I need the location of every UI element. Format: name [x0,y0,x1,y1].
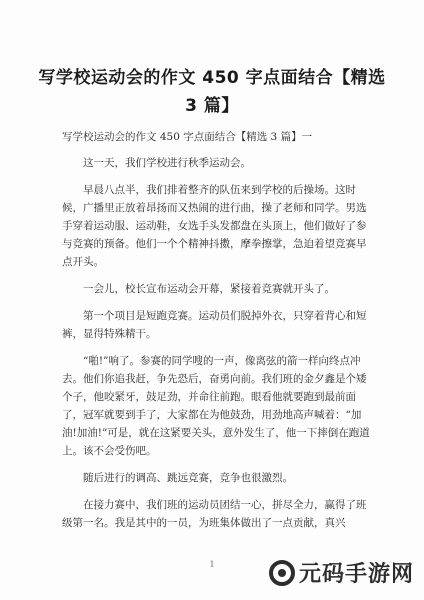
document-subtitle: 写学校运动会的作文 450 字点面结合【精选 3 篇】一 [62,131,313,143]
paragraph: 在接力赛中，我们班的运动员团结一心，拼尽全力，赢得了班级第一名。我是其中的一员，为班集体做出了一点贡献，真兴 [62,499,367,529]
site-watermark [269,557,414,588]
paragraph: “啪!”响了。参赛的同学嗖的一声，像离弦的箭一样向终点冲去。他们你追我赶，争先恐后，奋勇向前。我们班的金夕鑫是个矮个子，他咬紧牙，鼓足劲，并命往前跑。眼看他就要跑到最前面了，冠军就要到手了，大家都在为他鼓劲，用劲地高声喊着：“加油!加油!”可是，就在这紧要关头，意外发生了，他一下摔倒在跑道上。该不会受伤吧。 [62,355,370,457]
watermark-text: 元码手游网 [298,562,414,587]
paragraph: 一会儿，校长宣布运动会开幕，紧接着竞赛就开头了。 [83,283,335,295]
paragraph: 第一个项目是短跑竞赛。运动员们脱掉外衣，只穿着背心和短裤，显得特殊精干。 [62,310,367,340]
paragraph: 早晨八点半，我们排着整齐的队伍来到学校的后操场。这时候，广播里正放着昂扬而又热闹的进行曲，操了老师和同学。男选手穿着运动服、运动鞋，女选手头发都盘在头顶上，他们做好了参与竞赛的预备。他们一个个精神抖擞，摩拳擦掌，急迫着望竞赛早点开头。 [62,184,367,268]
paragraph: 随后进行的调高、跳远竞赛，竞争也很激烈。 [83,472,293,484]
logo-icon [269,560,295,586]
page-number: 1 [209,560,215,569]
document-body [62,128,374,541]
page-title: 写学校运动会的作文 450 字点面结合【精选 3 篇】 [38,68,386,116]
paragraph: 这一天，我们学校进行秋季运动会。 [83,157,251,169]
